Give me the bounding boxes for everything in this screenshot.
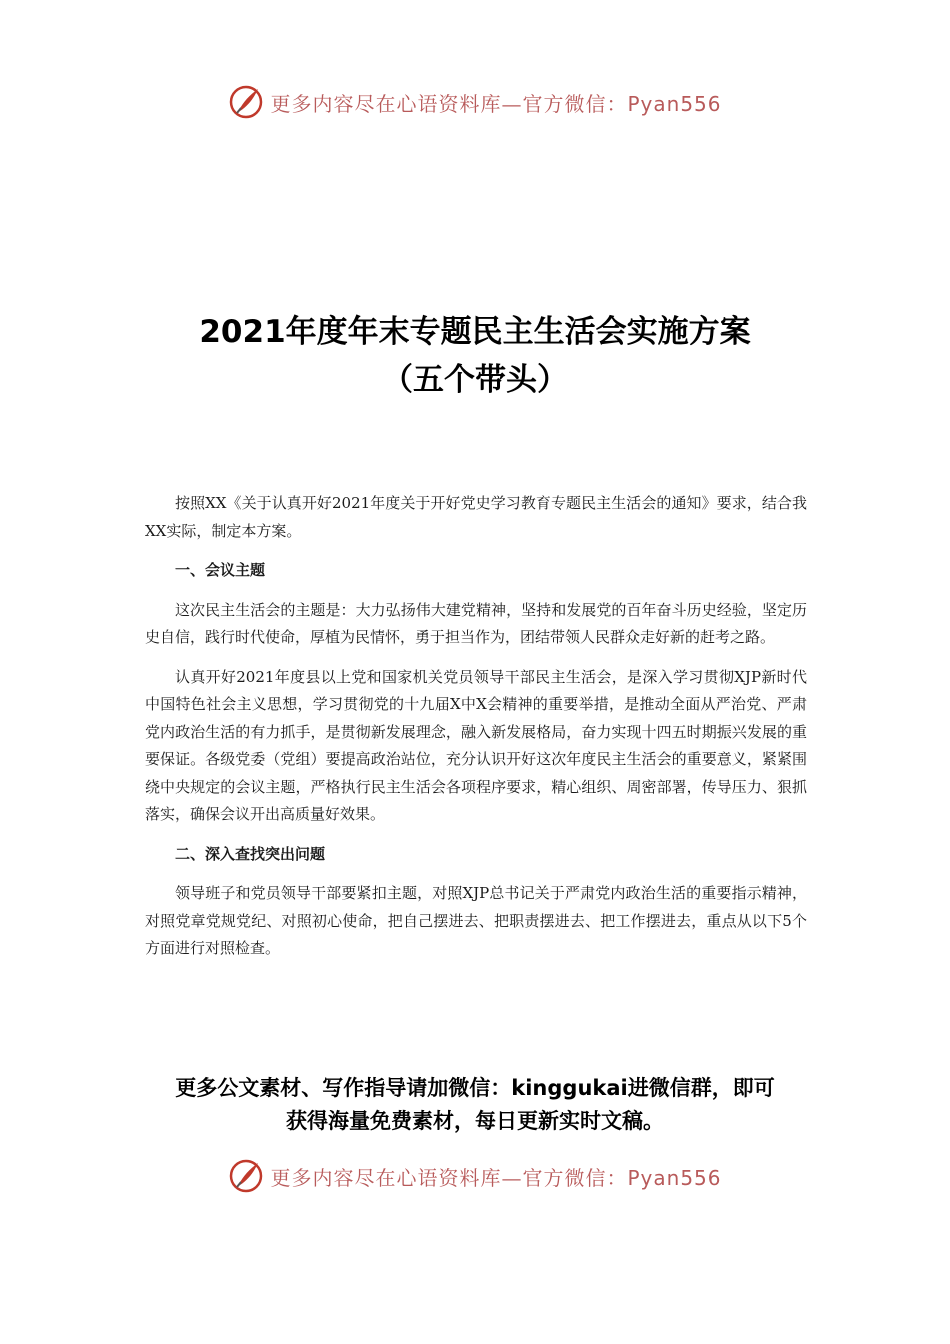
section-2-heading: 二、深入查找突出问题 bbox=[175, 844, 326, 863]
quill-logo-icon bbox=[228, 1158, 264, 1194]
title-line-2: （五个带头） bbox=[382, 362, 568, 398]
promo-line-2: 获得海量免费素材，每日更新实时文稿。 bbox=[286, 1109, 664, 1133]
watermark-footer bbox=[0, 1156, 950, 1196]
quill-logo-icon bbox=[228, 84, 264, 120]
document-body bbox=[145, 490, 807, 975]
title-line-1: 2021年度年末专题民主生活会实施方案 bbox=[199, 314, 751, 350]
intro-paragraph: 按照XX《关于认真开好2021年度关于开好党史学习教育专题民主生活会的通知》要求，结合我XX实际，制定本方案。 bbox=[145, 494, 807, 540]
watermark-header bbox=[0, 82, 950, 122]
section-1-paragraph-1: 这次民主生活会的主题是：大力弘扬伟大建党精神，坚持和发展党的百年奋斗历史经验，坚定历史自信，践行时代使命，厚植为民情怀，勇于担当作为，团结带领人民群众走好新的赶考之路。 bbox=[145, 600, 807, 646]
section-1-heading: 一、会议主题 bbox=[175, 561, 266, 579]
section-1-paragraph-2: 认真开好2021年度县以上党和国家机关党员领导干部民主生活会，是深入学习贯彻XJP新时代中国特色社会主义思想，学习贯彻党的十九届X中X会精神的重要举措，是推动全面从严治党、严肃党内政治生活的有力抓手，是贯彻新发展理念，融入新发展格局，奋力实现十四五时期振兴发展的重要保证。各级党委（党组）要提高政治站位，充分认识开好这次年度民主生活会的重要意义，紧紧围绕中央规定的会议主题，严格执行民主生活会各项程序要求，精心组织、周密部署，传导压力、狠抓落实，确保会议开出高质量好效果。 bbox=[145, 667, 807, 823]
section-2-paragraph-1: 领导班子和党员领导干部要紧扣主题，对照XJP总书记关于严肃党内政治生活的重要指示精神，对照党章党规党纪、对照初心使命，把自己摆进去、把职责摆进去、把工作摆进去，重点从以下5个方面进行对照检查。 bbox=[145, 884, 807, 957]
watermark-id: Pyan556 bbox=[627, 1165, 722, 1190]
promo-notice bbox=[0, 1072, 950, 1138]
watermark-id: Pyan556 bbox=[627, 91, 722, 116]
watermark-text: 更多内容尽在心语资料库—官方微信： bbox=[270, 1165, 628, 1190]
promo-line-1: 更多公文素材、写作指导请加微信：kinggukai进微信群，即可 bbox=[175, 1076, 775, 1100]
document-title bbox=[0, 308, 950, 404]
watermark-text: 更多内容尽在心语资料库—官方微信： bbox=[270, 91, 628, 116]
